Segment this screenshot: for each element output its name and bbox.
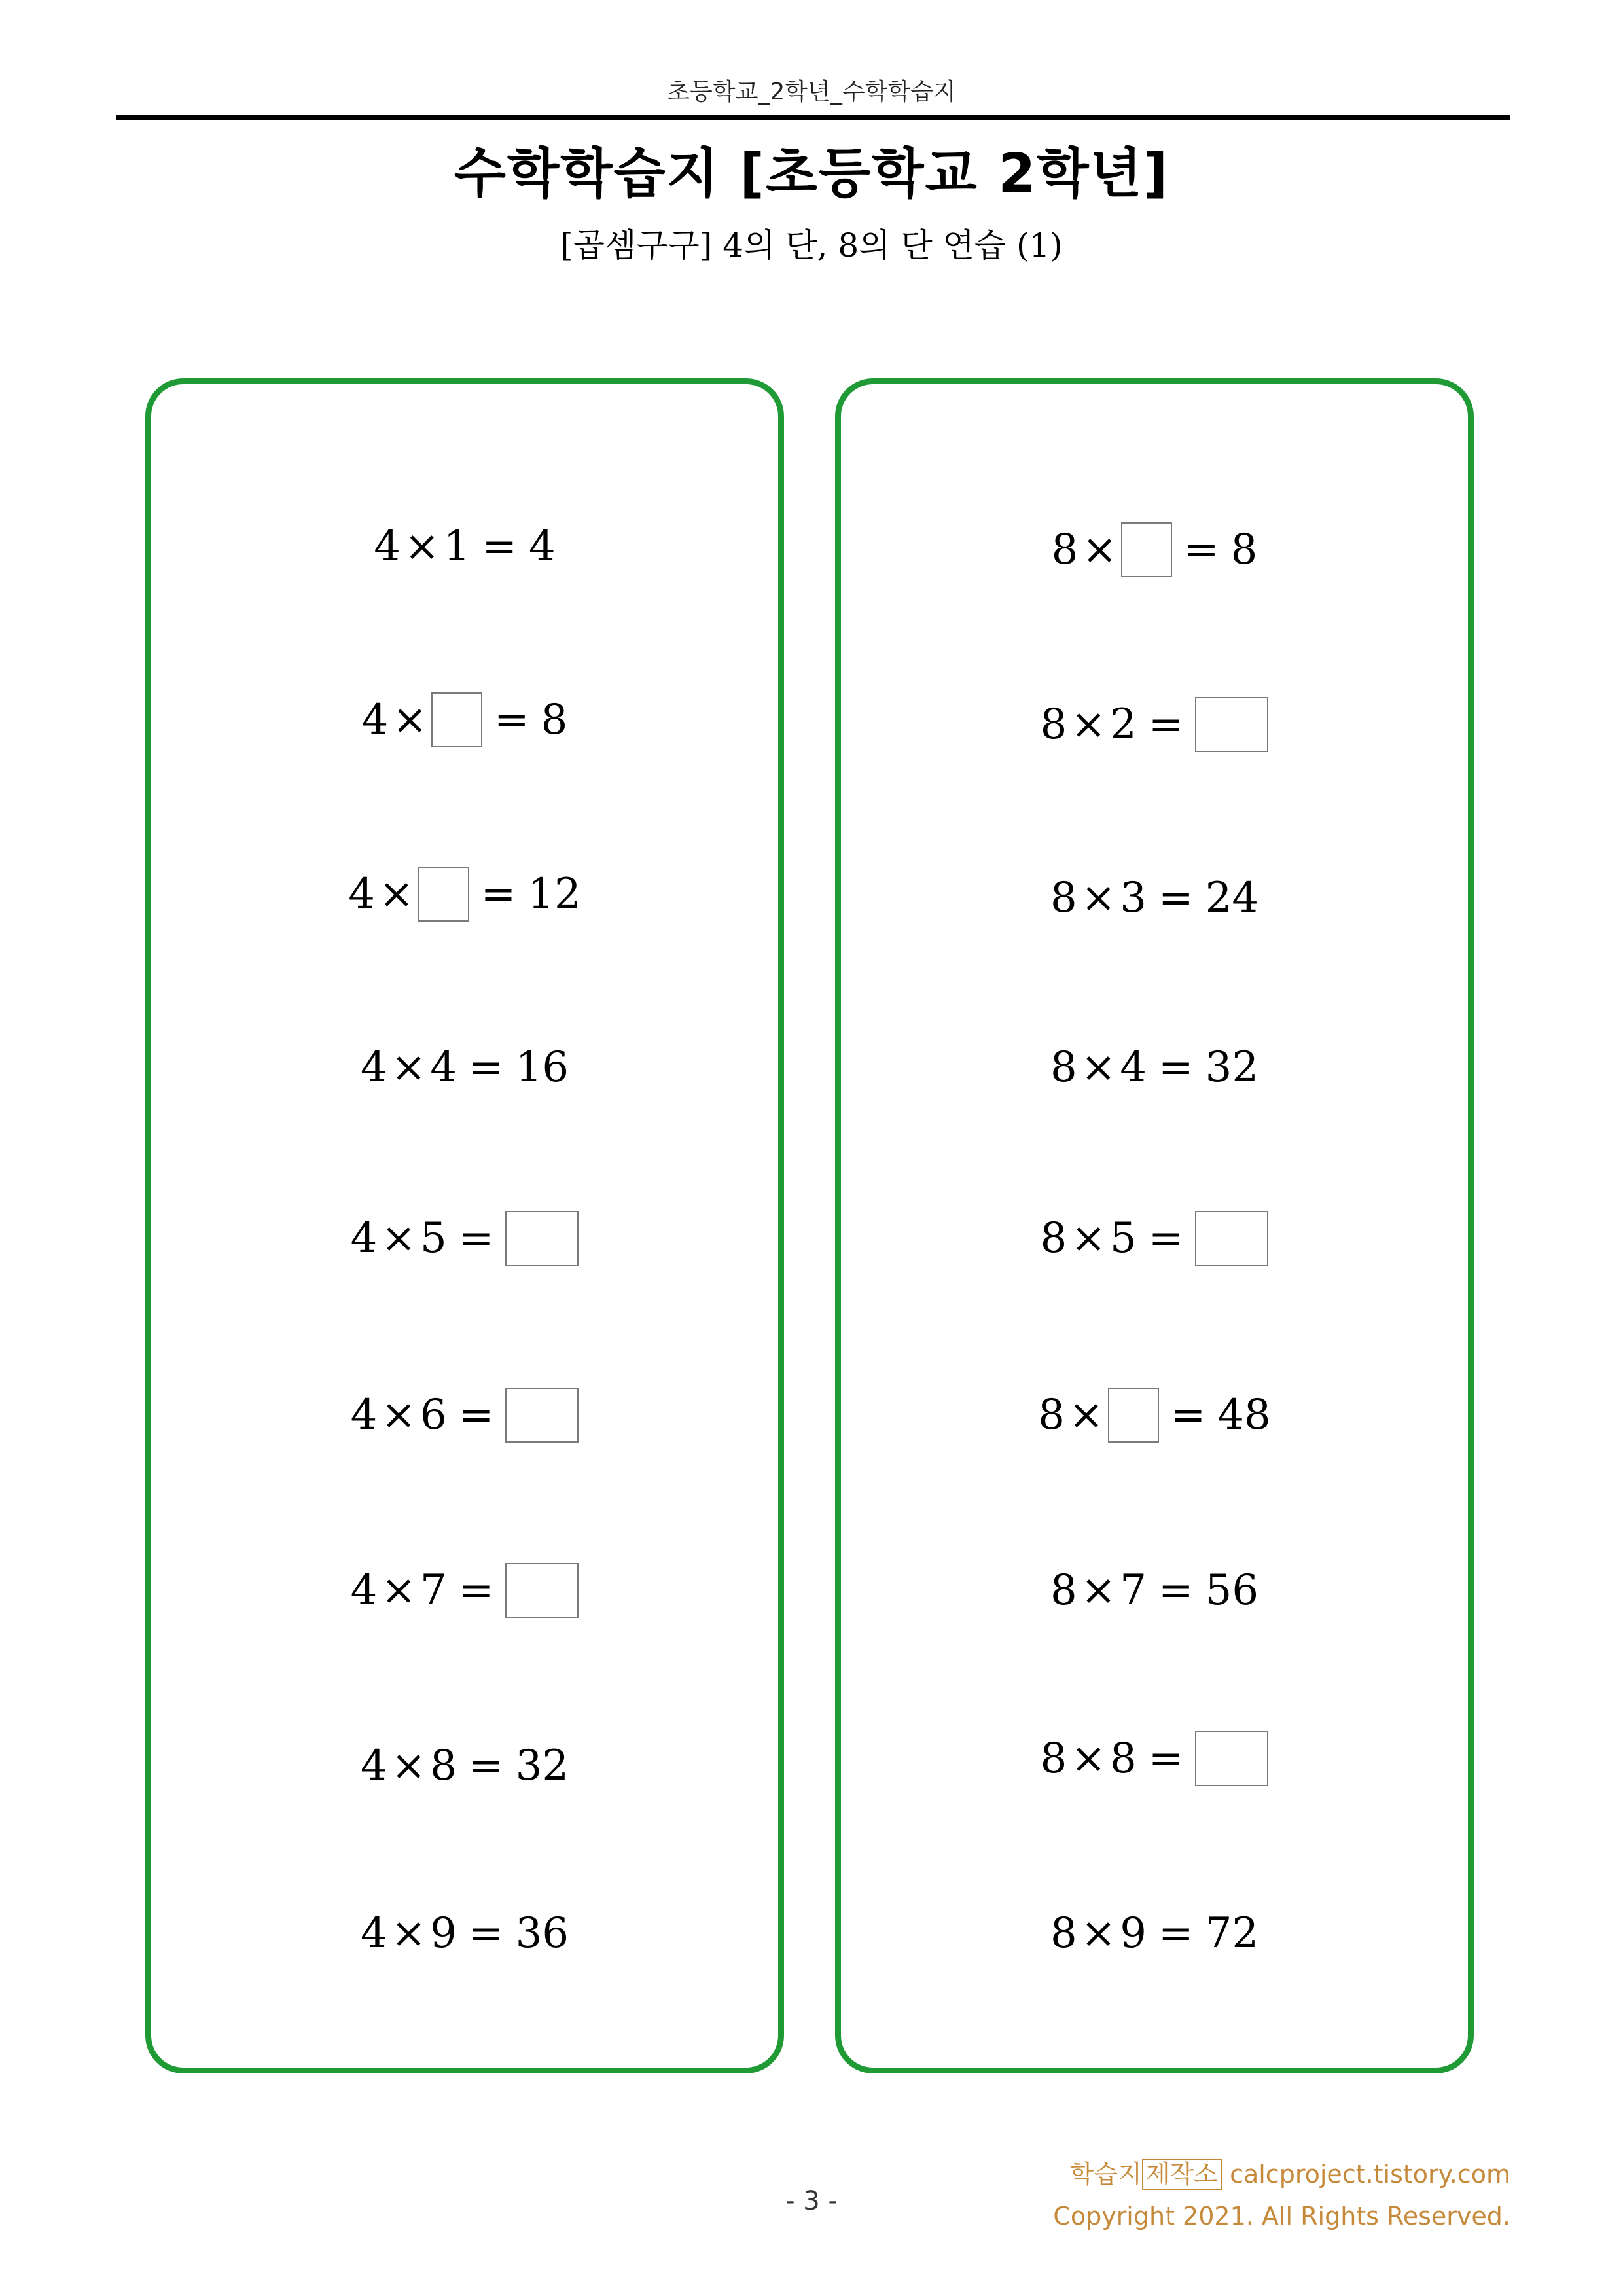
footer-brand-prefix: 학습지 (1069, 2160, 1142, 2189)
equation-row (151, 1558, 778, 1623)
multiplicand: 4 (361, 696, 389, 744)
product: 24 (1205, 874, 1259, 922)
equals-sign: = (458, 1391, 494, 1439)
multiplier: 5 (1110, 1214, 1137, 1263)
multiplier: 3 (1120, 874, 1147, 922)
times-sign: × (1071, 1214, 1106, 1263)
equals-sign: = (1158, 874, 1194, 922)
product: 48 (1217, 1391, 1271, 1439)
equals-sign: = (1158, 1043, 1194, 1092)
equation-row (841, 1901, 1468, 1966)
equals-sign: = (1170, 1391, 1206, 1439)
equals-sign: = (1158, 1566, 1194, 1615)
equation-row (151, 1382, 778, 1448)
times-sign: × (1071, 1734, 1106, 1783)
multiplicand: 8 (1050, 874, 1077, 922)
equals-sign: = (1184, 526, 1219, 574)
multiplicand: 8 (1050, 1043, 1077, 1092)
multiplicand: 8 (1040, 1734, 1067, 1783)
footer-brand-line (1053, 2153, 1510, 2195)
multiplier: 9 (1120, 1909, 1147, 1958)
equals-sign: = (469, 1742, 504, 1790)
multiplicand: 8 (1051, 526, 1079, 574)
multiplicand: 8 (1038, 1391, 1065, 1439)
multiplier: 4 (1120, 1043, 1147, 1092)
multiplicand: 4 (350, 1391, 378, 1439)
answer-box[interactable] (1195, 1211, 1268, 1266)
equals-sign: = (1148, 1214, 1184, 1263)
footer-site[interactable]: calcproject.tistory.com (1230, 2160, 1510, 2189)
equation-row (841, 865, 1468, 931)
times-sign: × (391, 1043, 427, 1092)
multiplier: 5 (420, 1214, 447, 1263)
equals-sign: = (469, 1043, 504, 1092)
equation-row (151, 514, 778, 579)
times-sign: × (381, 1566, 416, 1615)
product: 8 (541, 696, 568, 744)
multiplier: 2 (1110, 700, 1137, 749)
times-sign: × (1080, 874, 1116, 922)
page-number: - 3 - (785, 2186, 838, 2216)
equation-row (841, 1726, 1468, 1791)
multiplicand: 4 (348, 870, 376, 918)
multiplicand: 4 (350, 1566, 378, 1615)
left-panel (145, 378, 784, 2073)
times-sign: × (381, 1214, 416, 1263)
multiplicand: 8 (1050, 1566, 1077, 1615)
multiplier: 1 (443, 522, 471, 571)
equals-sign: = (480, 870, 516, 918)
multiplicand: 8 (1050, 1909, 1077, 1958)
multiplicand: 4 (360, 1742, 387, 1790)
answer-box[interactable] (1195, 697, 1268, 752)
product: 4 (528, 522, 556, 571)
product: 36 (515, 1909, 569, 1958)
multiplicand: 4 (360, 1043, 387, 1092)
equation-row (151, 861, 778, 927)
multiplier: 7 (1120, 1566, 1147, 1615)
answer-box[interactable] (1195, 1731, 1268, 1786)
multiplicand: 4 (374, 522, 401, 571)
equals-sign: = (1148, 700, 1184, 749)
equation-row (841, 1382, 1468, 1448)
answer-box[interactable] (505, 1563, 579, 1618)
multiplicand: 8 (1040, 700, 1067, 749)
equation-row (841, 1558, 1468, 1623)
answer-box[interactable] (431, 692, 482, 747)
footer-brand-boxed: 제작소 (1142, 2159, 1222, 2190)
equals-sign: = (482, 522, 517, 571)
times-sign: × (1080, 1043, 1116, 1092)
times-sign: × (1080, 1909, 1116, 1958)
product: 16 (515, 1043, 569, 1092)
header-rule (116, 115, 1510, 120)
answer-box[interactable] (505, 1388, 579, 1443)
times-sign: × (404, 522, 440, 571)
multiplier: 8 (1110, 1734, 1137, 1783)
multiplicand: 8 (1040, 1214, 1067, 1263)
equals-sign: = (469, 1909, 504, 1958)
page-title: 수학학습지 [초등학교 2학년] (454, 143, 1169, 205)
answer-box[interactable] (418, 867, 469, 922)
times-sign: × (1069, 1391, 1104, 1439)
running-header: 초등학교_2학년_수학학습지 (667, 79, 956, 105)
equation-row (841, 692, 1468, 757)
equals-sign: = (1148, 1734, 1184, 1783)
product: 32 (1205, 1043, 1259, 1092)
footer (1053, 2153, 1510, 2237)
equals-sign: = (458, 1566, 494, 1615)
equation-row (151, 687, 778, 753)
equation-row (841, 1206, 1468, 1271)
multiplier: 4 (430, 1043, 457, 1092)
answer-box[interactable] (505, 1211, 579, 1266)
product: 56 (1205, 1566, 1259, 1615)
times-sign: × (392, 696, 427, 744)
multiplier: 7 (420, 1566, 447, 1615)
equals-sign: = (458, 1214, 494, 1263)
times-sign: × (1071, 700, 1106, 749)
times-sign: × (391, 1909, 427, 1958)
equation-row (151, 1733, 778, 1799)
answer-box[interactable] (1121, 522, 1172, 577)
equation-row (151, 1035, 778, 1100)
multiplicand: 4 (350, 1214, 378, 1263)
page-subtitle: [곱셈구구] 4의 단, 8의 단 연습 (1) (560, 226, 1063, 264)
answer-box[interactable] (1108, 1388, 1159, 1443)
multiplicand: 4 (360, 1909, 387, 1958)
product: 8 (1230, 526, 1258, 574)
equals-sign: = (494, 696, 529, 744)
times-sign: × (1082, 526, 1117, 574)
footer-copyright: Copyright 2021. All Rights Reserved. (1053, 2202, 1510, 2231)
equation-row (151, 1206, 778, 1271)
multiplier: 8 (430, 1742, 457, 1790)
times-sign: × (1080, 1566, 1116, 1615)
equation-row (151, 1901, 778, 1966)
product: 72 (1205, 1909, 1259, 1958)
times-sign: × (381, 1391, 416, 1439)
right-panel (835, 378, 1474, 2073)
equation-row (841, 1035, 1468, 1100)
multiplier: 6 (420, 1391, 447, 1439)
product: 32 (515, 1742, 569, 1790)
times-sign: × (391, 1742, 427, 1790)
equation-row (841, 517, 1468, 583)
equals-sign: = (1158, 1909, 1194, 1958)
product: 12 (527, 870, 581, 918)
times-sign: × (379, 870, 414, 918)
multiplier: 9 (430, 1909, 457, 1958)
